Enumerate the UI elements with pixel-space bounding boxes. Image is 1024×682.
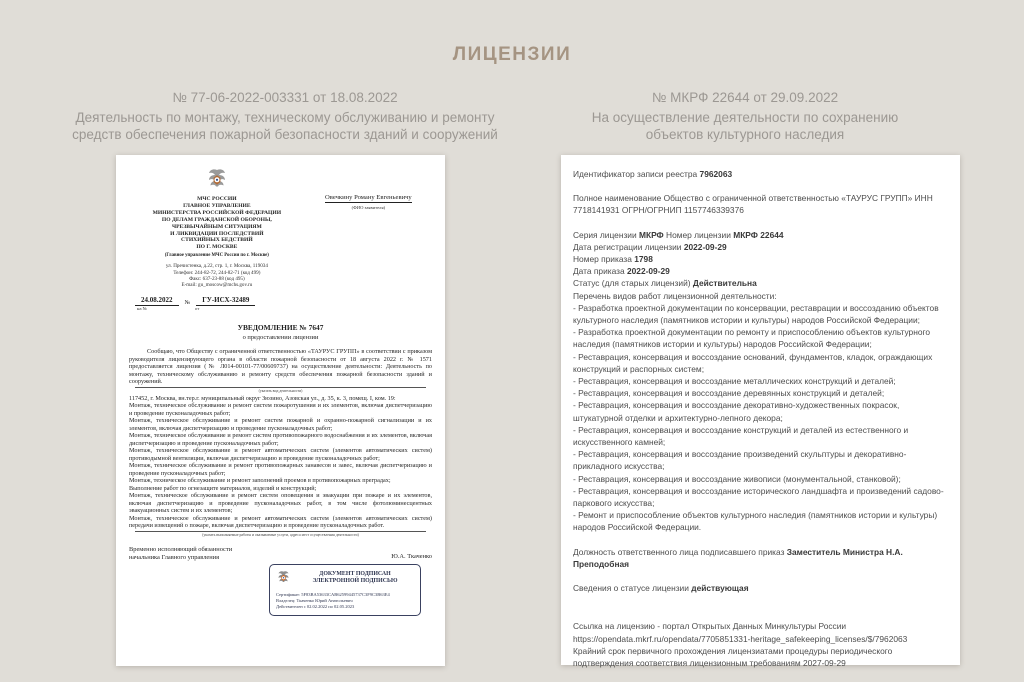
licensed-work-item: Монтаж, техническое обслуживание и ремонт автоматических систем (элементов автоматических систем) противодымной вентиляции, включая диспетчеризацию и проведение пусконаладочных работ;: [129, 447, 432, 462]
mchs-emblem-icon: [205, 168, 229, 194]
registry-line: [573, 485, 948, 509]
outgoing-number: ГУ-ИСХ-32489: [196, 296, 255, 306]
heritage-license-document: [561, 155, 960, 668]
license-address-paragraph: 117452, г. Москва, вн.тер.г. муниципальный округ Зюзино, Азовская ул., д. 35, к. 3, помещ. I, ком. 19:: [129, 394, 396, 402]
agency-address-line: E-mail: gu_moscow@mchs.gov.ru: [181, 282, 253, 289]
registry-line-value: 7962063: [699, 169, 733, 179]
signer-position-line1: Временно исполняющий обязанности: [129, 545, 233, 553]
registry-line: [573, 241, 948, 253]
registry-line-text: - Реставрация, консервация и воссоздание конструкций и деталей из естественного и искусственного камней;: [573, 424, 909, 448]
registry-line-text: - Разработка проектной документации по консервации, реставрации и воссозданию объектов культурного наследия (памятников истории и культуры) народов Российской Федерации;: [573, 302, 939, 326]
registry-line-text: Дата приказа: [573, 266, 627, 277]
registry-line: [573, 253, 948, 265]
registry-line-value: Заместитель Министра Н.А. Преподобная: [573, 546, 903, 569]
outgoing-date-row: [129, 296, 305, 306]
registry-line-text: Идентификатор записи реестра: [573, 169, 700, 179]
licensed-work-item: Монтаж, техническое обслуживание и ремонт систем пожаротушения и их элементов, включая диспетчеризацию и проведение пусконаладочных работ;: [129, 402, 432, 417]
works-caption: (указать выполняемые работы и оказываемые услуги, адреса мест осуществления деятельности): [135, 531, 426, 537]
agency-address-block: [129, 263, 305, 288]
reference-from-label: от: [195, 306, 200, 312]
registry-line: [573, 582, 948, 594]
agency-address-line: Факс: 637-23-88 (код 495): [189, 275, 245, 282]
agency-address-line: ул. Пречистенка, д.22, стр. 1, г. Москва, 119034: [165, 263, 268, 270]
registry-line-value: 1798: [634, 254, 653, 265]
licensed-work-item: Выполнение работ по огнезащите материалов, изделий и конструкций;: [129, 484, 317, 492]
number-sign: №: [184, 300, 191, 307]
registry-line: [573, 387, 948, 399]
registry-line-text: Перечень видов работ лицензионной деятельности:: [573, 290, 777, 301]
registry-line-text: - Реставрация, консервация и воссоздание оснований, фундаментов, кладок, ограждающих конструкций и распорных систем;: [573, 351, 933, 374]
licensed-work-item: Монтаж, техническое обслуживание и ремонт противопожарных занавесов и завес, включая диспетчеризацию и проведение пусконаладочных работ;: [129, 462, 432, 477]
registry-line: [573, 265, 948, 277]
agency-name-line: СТИХИЙНЫХ БЕДСТВИЙ: [181, 237, 253, 244]
reference-label: на №: [137, 306, 148, 312]
stamp-title-line2: ЭЛЕКТРОННОЙ ПОДПИСЬЮ: [312, 578, 398, 585]
agency-name-line: ЧРЕЗВЫЧАЙНЫМ СИТУАЦИЯМ: [172, 223, 262, 230]
page-title: ЛИЦЕНЗИИ: [452, 44, 572, 65]
registry-line-text: - Реставрация, консервация и воссоздание исторического ландшафта и произведений садово-паркового искусства;: [573, 485, 944, 509]
registry-line-text: Номер лицензии: [663, 229, 734, 240]
notification-title: УВЕДОМЛЕНИЕ № 7647: [237, 323, 324, 333]
fire-safety-license-number: № 77-06-2022-003331 от 18.08.2022: [172, 90, 398, 105]
registry-line-value: 2022-09-29: [683, 241, 727, 252]
registry-line: [573, 192, 948, 216]
activity-type-caption: (указать вид деятельности): [135, 387, 426, 393]
letter-date: 24.08.2022: [135, 296, 179, 306]
stamp-title: [296, 571, 414, 586]
licensed-work-item: Монтаж, техническое обслуживание и ремонт заполнений проемов в противопожарных преградах;: [129, 477, 391, 485]
stamp-certificate: Сертификат: 5F83BA53633CAB62599445737C3F9C3B63E4: [276, 591, 390, 597]
registry-line-text: Дата регистрации лицензии: [573, 241, 684, 252]
addressee-note: (ФИО заявителя): [351, 205, 386, 210]
signer-position: [129, 546, 232, 562]
licensed-work-item: Монтаж, техническое обслуживание и ремонт систем пожарной и охранно-пожарной сигнализации и их элементов, включая диспетчеризацию и проведение пусконаладочных работ;: [129, 417, 432, 432]
registry-line-value: МКРФ: [638, 229, 664, 240]
stamp-validity: Действителен с 02.02.2022 по 02.05.2023: [276, 603, 355, 609]
registry-line: [573, 168, 948, 180]
licensed-works-list: [129, 402, 432, 530]
registry-line-value: Действительна: [692, 278, 757, 289]
registry-line-text: Крайний срок первичного прохождения лицензиатами процедуры периодического подтверждения соответствия лицензионным требованиям 2027-09-29: [573, 645, 893, 668]
registry-line-text: - Реставрация, консервация и воссоздание декоративно-художественных покрасок, штукатурной отделки и архитектурно-лепного декора;: [573, 400, 900, 423]
registry-line-text: - Реставрация, консервация и воссоздание произведений скульптуры и декоративно-прикладного искусства;: [573, 449, 907, 472]
agency-note: (Главное управление МЧС России по г. Москве): [164, 253, 269, 259]
stamp-owner: Владелец: Ткаченко Юрий Анатольевич: [276, 597, 353, 603]
heritage-license-description: На осуществление деятельности по сохранению объектов культурного наследия: [591, 110, 899, 142]
licensed-work-item: Монтаж, техническое обслуживание и ремонт систем оповещения и эвакуации при пожаре и их элементов, включая диспетчеризацию и проведение пусконаладочных работ, в том числе фотолюминесцентных эвакуационных систем и их элементов;: [129, 492, 432, 515]
fire-safety-license-description: Деятельность по монтажу, техническому обслуживанию и ремонту средств обеспечения пожарной безопасности зданий и сооружений: [72, 110, 498, 142]
signature-row: [129, 546, 432, 562]
heritage-license-header: [530, 90, 960, 143]
reference-row: [129, 306, 305, 311]
licensed-work-item: Монтаж, техническое обслуживание и ремонт автоматических систем (элементов автоматических систем) передачи извещений о пожаре, включая диспетчеризацию и проведение пусконаладочных работ.: [129, 514, 432, 530]
registry-line: [573, 302, 948, 326]
registry-line-value: действующая: [691, 583, 749, 594]
agency-name-line: И ЛИКВИДАЦИИ ПОСЛЕДСТВИЙ: [170, 230, 264, 237]
registry-line: [573, 277, 948, 289]
registry-line-text: https://opendata.mkrf.ru/opendata/7705851331-heritage_safekeeping_licenses/$/7962063: [573, 633, 908, 644]
registry-line: [573, 509, 948, 533]
registry-line: [573, 448, 948, 472]
agency-name-line: ПО ДЕЛАМ ГРАЖДАНСКОЙ ОБОРОНЫ,: [161, 216, 272, 223]
stamp-details: [276, 592, 414, 610]
notification-subtitle: о предоставлении лицензии: [242, 334, 319, 342]
registry-line-text: - Разработка проектной документации по ремонту и приспособлению объектов культурного наследия (памятников истории и культуры) народов Российской Федерации;: [573, 327, 931, 350]
registry-line: [573, 473, 948, 485]
signer-name: Ю.А. Ткаченко: [391, 552, 432, 560]
registry-line-text: Серия лицензии: [573, 229, 639, 240]
letterhead: [129, 168, 432, 311]
registry-line: [573, 229, 948, 241]
registry-line-text: Полное наименование Общество с ограниченной ответственностью «ТАУРУС ГРУПП» ИНН 7718141931 ОГРН/ОГРНИП 1157746339376: [573, 193, 933, 216]
agency-name-line: МЧС РОССИИ: [197, 196, 237, 202]
registry-line: [573, 326, 948, 350]
stamp-emblem-icon: [276, 570, 291, 587]
registry-line-text: Номер приказа: [573, 254, 635, 265]
notification-intro-paragraph: Сообщаю, что Обществу с ограниченной ответственностью «ТАУРУС ГРУПП» в соответствии с приказом руководителя лицензирующего органа в области пожарной безопасности от 18 августа 2022 г. № 1571 предоставляется лицензия (№ Л014-00101-77/00609737) на осуществление деятельности: Деятельность по монтажу, техническому обслуживанию и ремонту средств обеспечения пожарной безопасности зданий и сооружений.: [129, 348, 432, 386]
registry-line: [573, 375, 948, 387]
registry-line-text: - Реставрация, консервация и воссоздание деревянных конструкций и деталей;: [573, 388, 885, 399]
registry-line-value: МКРФ 22644: [733, 229, 784, 240]
registry-line: [573, 424, 948, 448]
digital-signature-stamp: [269, 564, 421, 616]
signer-position-line2: начальника Главного управления: [129, 553, 220, 561]
registry-line: [573, 546, 948, 570]
registry-line-text: Должность ответственного лица подписавшего приказ: [573, 546, 787, 557]
registry-line-value: 2022-09-29: [626, 266, 670, 277]
stamp-title-line1: ДОКУМЕНТ ПОДПИСАН: [319, 570, 391, 577]
registry-line: [573, 290, 948, 302]
agency-name-line: ПО Г. МОСКВЕ: [196, 244, 238, 251]
registry-line-text: - Реставрация, консервация и воссоздание живописи (монументальной, станковой);: [573, 473, 901, 484]
addressee-name: Овечкину Роману Евгеньевичу: [324, 194, 412, 201]
agency-address-line: Телефон: 244-82-72, 244-82-71 (код 499): [173, 269, 261, 276]
registry-line-text: Сведения о статусе лицензии: [573, 583, 692, 594]
fire-safety-license-document: [116, 155, 445, 666]
licensed-work-item: Монтаж, техническое обслуживание и ремонт систем противопожарного водоснабжения и их элементов, включая диспетчеризацию и проведение пусконаладочных работ;: [129, 432, 432, 447]
registry-line: [573, 399, 948, 423]
registry-line: [573, 351, 948, 375]
registry-line: [573, 633, 948, 645]
registry-line-text: - Реставрация, консервация и воссоздание металлических конструкций и деталей;: [573, 376, 896, 387]
registry-line-text: Ссылка на лицензию - портал Открытых Данных Минкультуры России: [573, 621, 847, 632]
heritage-license-number: № МКРФ 22644 от 29.09.2022: [651, 90, 839, 105]
registry-line-text: Статус (для старых лицензий): [573, 278, 693, 289]
registry-line-text: - Ремонт и приспособление объектов культурного наследия (памятников истории и культуры) народов Российской Федерации.: [573, 510, 938, 533]
agency-name-line: ГЛАВНОЕ УПРАВЛЕНИЕ: [183, 202, 251, 209]
registry-line: [573, 620, 948, 632]
fire-safety-license-header: [40, 90, 530, 143]
registry-line: [573, 645, 948, 669]
agency-name-line: МИНИСТЕРСТВА РОССИЙСКОЙ ФЕДЕРАЦИИ: [152, 209, 282, 216]
